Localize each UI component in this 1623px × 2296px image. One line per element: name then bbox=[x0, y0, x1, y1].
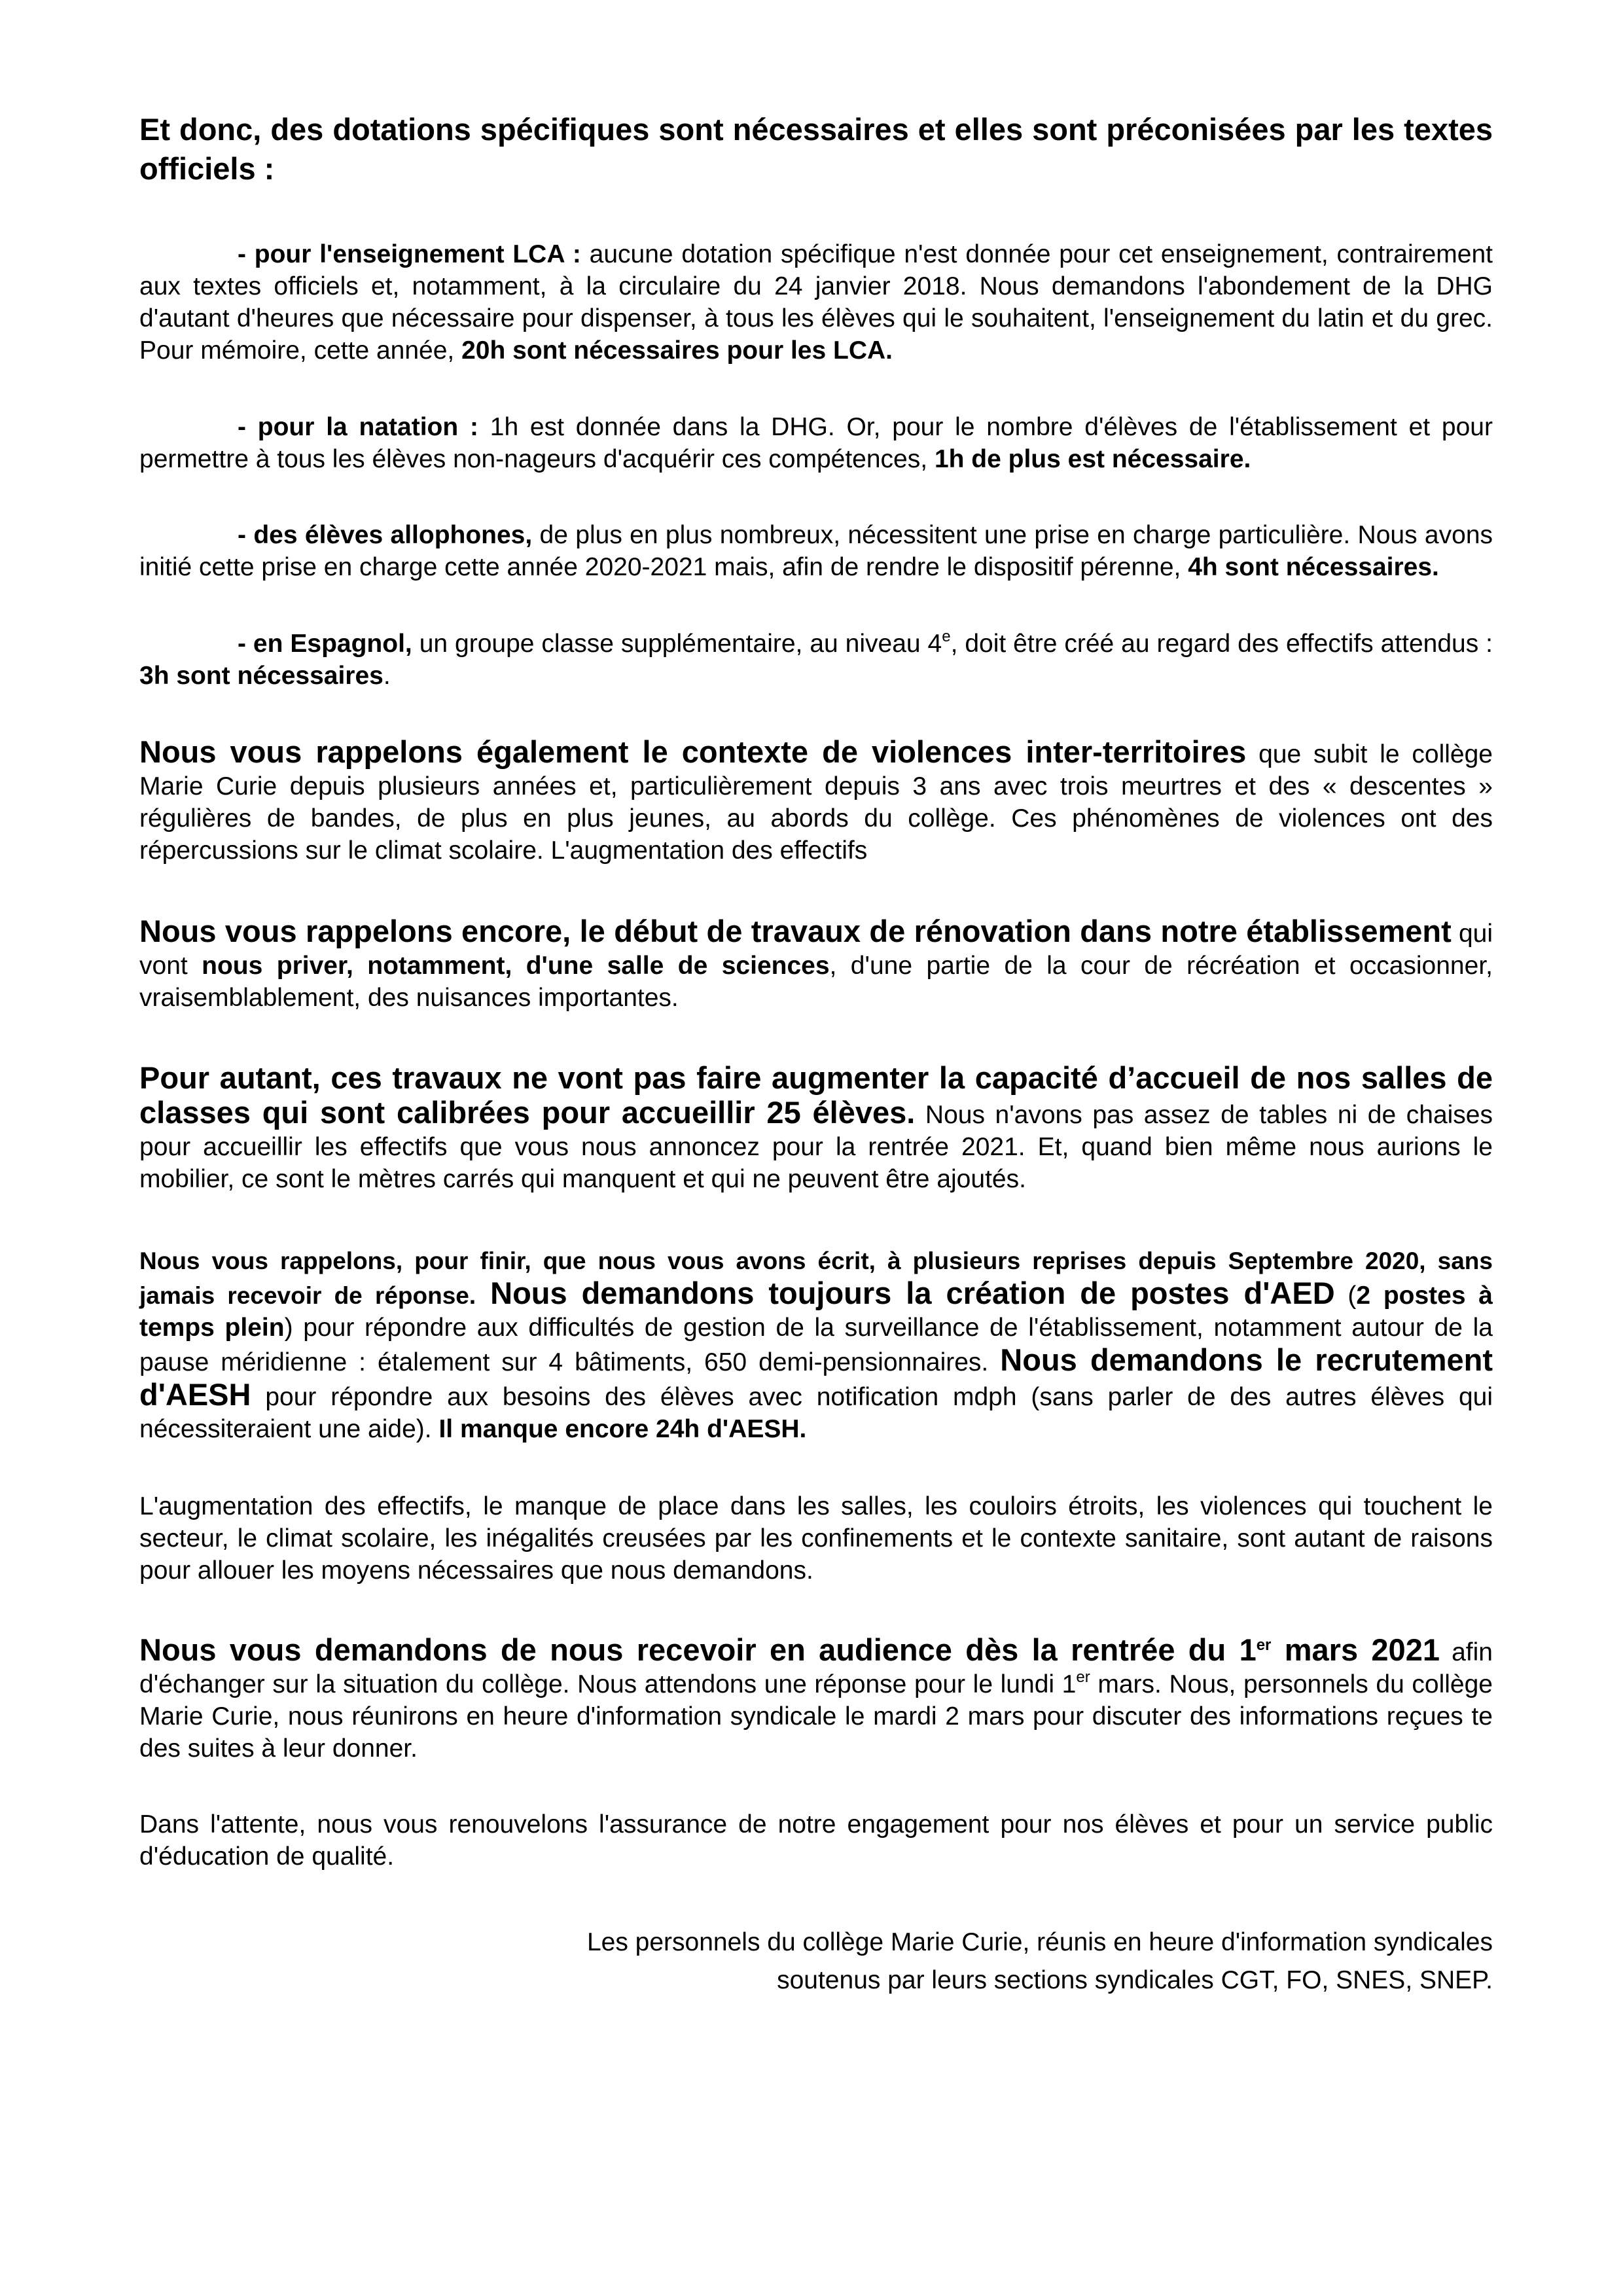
section-heading: Et donc, des dotations spécifiques sont nécessaires et elles sont préconisées par les textes officiels : bbox=[139, 112, 1493, 186]
audience-text-sup: er bbox=[1076, 1668, 1090, 1686]
travaux-lead: Nous vous rappelons encore, le début de travaux de rénovation dans notre établissement bbox=[139, 914, 1452, 948]
paragraph-travaux bbox=[139, 915, 1493, 1014]
natation-emphasis: 1h de plus est nécessaire. bbox=[934, 445, 1251, 473]
lca-lead: - pour l'enseignement LCA : bbox=[238, 240, 581, 268]
paragraph-attente: Dans l'attente, nous vous renouvelons l'assurance de notre engagement pour nos élèves et pour un service public d'éducation de qualité. bbox=[139, 1810, 1493, 1871]
paragraph-capacite bbox=[139, 1062, 1493, 1195]
violence-text: que subit le collège Marie Curie depuis plusieurs années et, particulièrement depuis 3 ans avec trois meurtres et des « descentes » régulières de bandes, de plus en plus jeunes, au abords du collège. Ces phénomènes de violences ont des répercussions sur le climat scolaire. L'augmentation des effectifs bbox=[139, 740, 1493, 865]
paragraph-augmentation: L'augmentation des effectifs, le manque de place dans les salles, les couloirs étroits, les violences qui touchent le secteur, le climat scolaire, les inégalités creusées par les confinements et le contexte sanitaire, sont autant de raisons pour allouer les moyens nécessaires que nous demandons. bbox=[139, 1492, 1493, 1585]
audience-lead-sup: er bbox=[1256, 1636, 1272, 1654]
travaux-emphasis: nous priver, notamment, d'une salle de sciences bbox=[202, 952, 830, 980]
final-big2: Nous demandons le recrutement d'AESH bbox=[139, 1342, 1493, 1412]
paragraph-espagnol bbox=[139, 628, 1493, 692]
audience-lead2: mars 2021 bbox=[1271, 1632, 1440, 1667]
paragraph-lca bbox=[139, 238, 1493, 367]
final-emphasis2: Il manque encore 24h d'AESH. bbox=[438, 1415, 807, 1443]
final-lead: Nous vous rappelons, pour finir, que nous vous avons écrit, à plusieurs reprises depuis Septembre 2020, sans jamais recevoir de réponse. bbox=[139, 1247, 1493, 1309]
final-text3: pour répondre aux besoins des élèves avec notification mdph (sans parler de des autres élèves qui nécessiteraient une aide). bbox=[139, 1383, 1493, 1443]
final-emphasis1: 2 postes à temps plein bbox=[139, 1282, 1493, 1342]
lca-emphasis: 20h sont nécessaires pour les LCA. bbox=[461, 336, 893, 365]
allophones-text: de plus en plus nombreux, nécessitent une prise en charge particulière. Nous avons initié cette prise en charge cette année 2020-2021 mais, afin de rendre le dispositif pérenne, bbox=[139, 521, 1493, 581]
natation-lead: - pour la natation : bbox=[238, 413, 478, 441]
audience-lead1: Nous vous demandons de nous recevoir en audience dès la rentrée du 1 bbox=[139, 1632, 1257, 1667]
final-big1: Nous demandons toujours la création de postes d'AED bbox=[476, 1276, 1335, 1310]
espagnol-emphasis: 3h sont nécessaires bbox=[139, 662, 383, 690]
lca-text: aucune dotation spécifique n'est donnée pour cet enseignement, contrairement aux textes officiels et, notamment, à la circulaire du 24 janvier 2018. Nous demandons l'abondement de la DHG d'autant d'heures que nécessaire pour dispenser, à tous les élèves qui le souhaitent, l'enseignement du latin et du grec. Pour mémoire, cette année, bbox=[139, 240, 1493, 365]
final-text2: ) pour répondre aux difficultés de gestion de la surveillance de l'établissement, notamment autour de la pause méridienne : étalement sur 4 bâtiments, 650 demi-pensionnaires. bbox=[139, 1314, 1493, 1376]
espagnol-text2: , doit être créé au regard des effectifs attendus : bbox=[950, 630, 1493, 658]
allophones-emphasis: 4h sont nécessaires. bbox=[1188, 553, 1439, 581]
paragraph-audience bbox=[139, 1634, 1493, 1765]
signature-block bbox=[139, 1924, 1493, 2000]
audience-text1: afin d'échanger sur la situation du collège. Nous attendons une réponse pour le lundi 1 bbox=[139, 1638, 1493, 1698]
letter-page bbox=[139, 110, 1493, 2000]
paragraph-final bbox=[139, 1245, 1493, 1445]
espagnol-text1: un groupe classe supplémentaire, au niveau 4 bbox=[412, 630, 942, 658]
signature-line2: soutenus par leurs sections syndicales CGT, FO, SNES, SNEP. bbox=[777, 1966, 1493, 1994]
final-text1: ( bbox=[1334, 1282, 1357, 1310]
travaux-text2: , d'une partie de la cour de récréation et occasionner, vraisemblablement, des nuisances importantes. bbox=[139, 952, 1493, 1012]
allophones-lead: - des élèves allophones, bbox=[238, 521, 533, 549]
espagnol-sup: e bbox=[942, 628, 951, 645]
paragraph-allophones bbox=[139, 519, 1493, 583]
paragraph-natation bbox=[139, 411, 1493, 475]
signature-line1: Les personnels du collège Marie Curie, réunis en heure d'information syndicales bbox=[586, 1928, 1493, 1956]
espagnol-end: . bbox=[383, 662, 391, 690]
natation-text: 1h est donnée dans la DHG. Or, pour le nombre d'élèves de l'établissement et pour permettre à tous les élèves non-nageurs d'acquérir ces compétences, bbox=[139, 413, 1493, 473]
audience-text2: mars. Nous, personnels du collège Marie Curie, nous réunirons en heure d'information syndicale le mardi 2 mars pour discuter des informations reçues te des suites à leur donner. bbox=[139, 1670, 1493, 1763]
capacite-lead: Pour autant, ces travaux ne vont pas faire augmenter la capacité d’accueil de nos salles de classes qui sont calibrées pour accueillir 25 élèves. bbox=[139, 1060, 1493, 1130]
travaux-text1: qui vont bbox=[139, 920, 1493, 980]
espagnol-lead: - en Espagnol, bbox=[238, 630, 412, 658]
violence-lead: Nous vous rappelons également le contexte de violences inter-territoires bbox=[139, 734, 1247, 769]
paragraph-violence bbox=[139, 736, 1493, 867]
capacite-text: Nous n'avons pas assez de tables ni de chaises pour accueillir les effectifs que vous nous annoncez pour la rentrée 2021. Et, quand bien même nous aurions le mobilier, ce sont le mètres carrés qui manquent et qui ne peuvent être ajoutés. bbox=[139, 1101, 1493, 1193]
